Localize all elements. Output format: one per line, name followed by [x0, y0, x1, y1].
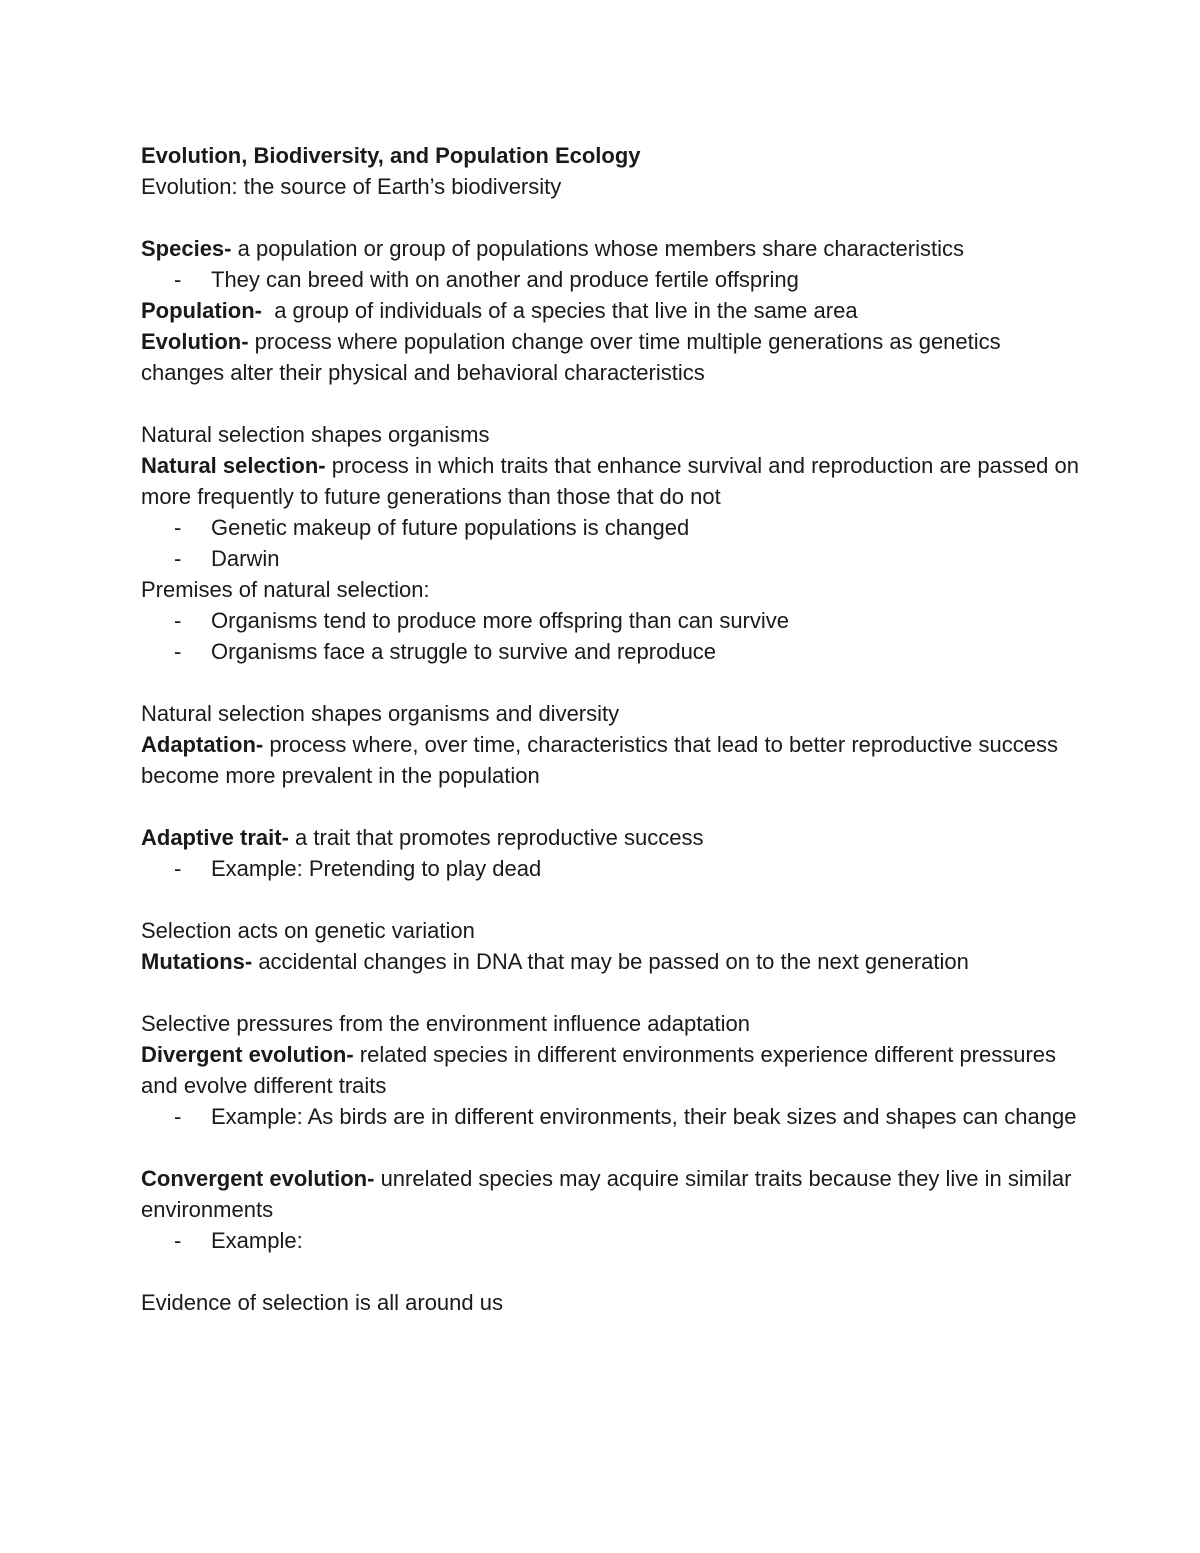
spacer — [141, 791, 1081, 822]
section-heading-genetic-variation: Selection acts on genetic variation — [141, 918, 475, 943]
term-population: Population- — [141, 298, 262, 323]
dash-marker: - — [174, 546, 182, 571]
definition-text: a population or group of populations whose members share characteristics — [231, 236, 965, 261]
spacer — [141, 202, 1081, 233]
dash-marker: - — [174, 1104, 182, 1129]
definition-text: related species in different environments experience different pressures and evolve different traits — [141, 1042, 1057, 1098]
list-item — [141, 605, 1081, 636]
dash-marker: - — [174, 608, 182, 633]
dash-marker: - — [174, 1228, 182, 1253]
spacer — [141, 1132, 1081, 1163]
term-adaptation: Adaptation- — [141, 732, 264, 757]
term-mutations: Mutations- — [141, 949, 253, 974]
definition-text: process in which traits that enhance survival and reproduction are passed on more frequently to future generations than those that do not — [141, 453, 1079, 509]
definition-mutations — [141, 946, 1081, 977]
section-heading-natural-selection: Natural selection shapes organisms — [141, 422, 490, 447]
list-item-text: Organisms face a struggle to survive and reproduce — [211, 639, 717, 664]
definition-text: unrelated species may acquire similar traits because they live in similar environments — [141, 1166, 1072, 1222]
dash-marker: - — [174, 515, 182, 540]
list-item — [141, 512, 1081, 543]
spacer — [141, 977, 1081, 1008]
definition-population — [141, 295, 1081, 326]
definition-natural-selection — [141, 450, 1081, 512]
list-item-text: Example: Pretending to play dead — [211, 856, 542, 881]
premises-heading: Premises of natural selection: — [141, 577, 430, 602]
spacer — [141, 667, 1081, 698]
list-item — [141, 853, 1081, 884]
spacer — [141, 884, 1081, 915]
definition-text: a trait that promotes reproductive success — [288, 825, 704, 850]
definition-text: process where population change over time multiple generations as genetics changes alter their physical and behavioral characteristics — [141, 329, 1001, 385]
list-item — [141, 543, 1081, 574]
definition-divergent-evolution — [141, 1039, 1081, 1101]
definition-evolution — [141, 326, 1081, 388]
term-convergent-evolution: Convergent evolution- — [141, 1166, 375, 1191]
list-item — [141, 1225, 1081, 1256]
dash-marker: - — [174, 639, 182, 664]
list-item-text: Example: As birds are in different environments, their beak sizes and shapes can change — [211, 1104, 1077, 1129]
term-species: Species- — [141, 236, 232, 261]
list-item-text: Example: — [211, 1228, 303, 1253]
dash-marker: - — [174, 856, 182, 881]
list-item-text: They can breed with on another and produce fertile offspring — [211, 267, 799, 292]
definition-text: accidental changes in DNA that may be passed on to the next generation — [252, 949, 969, 974]
section-heading-diversity: Natural selection shapes organisms and diversity — [141, 701, 620, 726]
document-page — [141, 140, 1081, 1318]
dash-marker: - — [174, 267, 182, 292]
section-heading-selective-pressures: Selective pressures from the environment influence adaptation — [141, 1011, 751, 1036]
list-item — [141, 264, 1081, 295]
term-divergent-evolution: Divergent evolution- — [141, 1042, 354, 1067]
term-evolution: Evolution- — [141, 329, 249, 354]
document-title: Evolution, Biodiversity, and Population Ecology — [141, 143, 641, 168]
spacer — [141, 1256, 1081, 1287]
list-item — [141, 636, 1081, 667]
list-item-text: Organisms tend to produce more offspring than can survive — [211, 608, 790, 633]
list-item — [141, 1101, 1081, 1132]
closing-line: Evidence of selection is all around us — [141, 1290, 503, 1315]
spacer — [141, 388, 1081, 419]
term-natural-selection: Natural selection- — [141, 453, 326, 478]
list-item-text: Genetic makeup of future populations is changed — [211, 515, 690, 540]
definition-adaptation — [141, 729, 1081, 791]
list-item-text: Darwin — [211, 546, 280, 571]
term-adaptive-trait: Adaptive trait- — [141, 825, 289, 850]
definition-text: process where, over time, characteristics that lead to better reproductive success become more prevalent in the population — [141, 732, 1058, 788]
definition-species — [141, 233, 1081, 264]
document-subtitle: Evolution: the source of Earth’s biodiversity — [141, 174, 562, 199]
definition-text: a group of individuals of a species that live in the same area — [261, 298, 858, 323]
definition-adaptive-trait — [141, 822, 1081, 853]
definition-convergent-evolution — [141, 1163, 1081, 1225]
